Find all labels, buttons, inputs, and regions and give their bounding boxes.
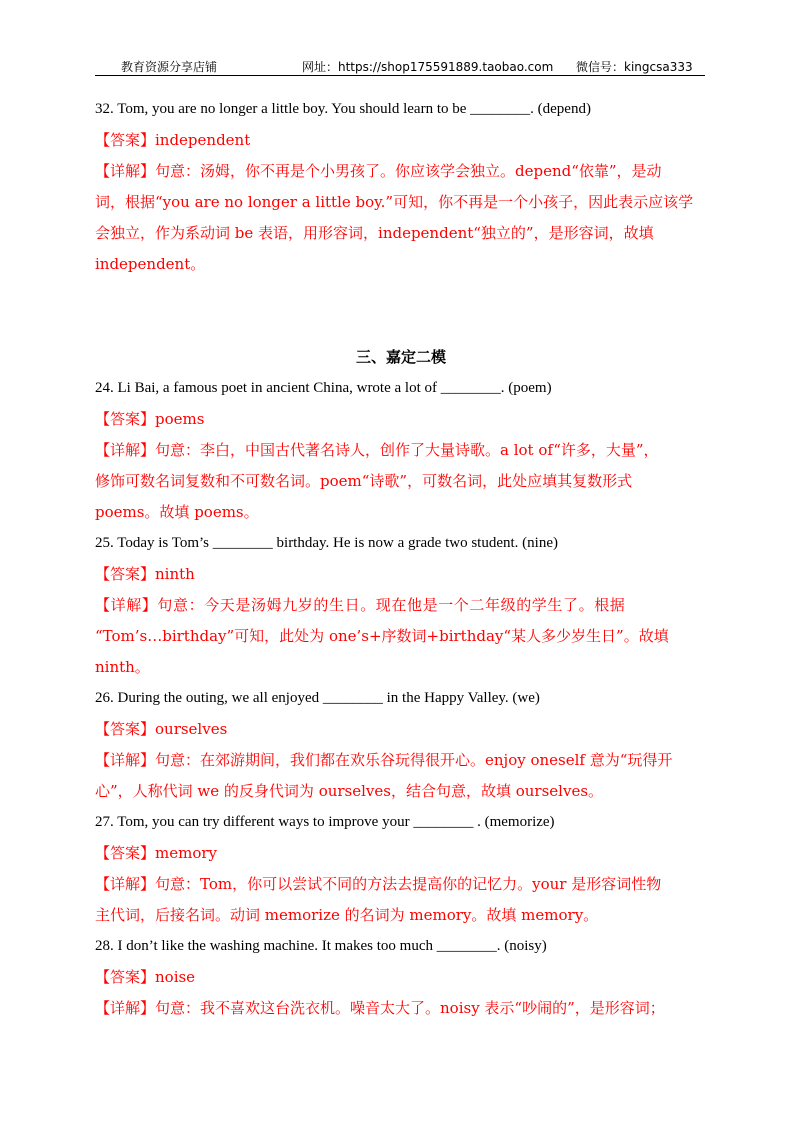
question-block-32 — [95, 94, 707, 280]
detail-line: 词，根据“you are no longer a little boy.”可知，你不再是一个小孩子，因此表示应该学 — [95, 193, 694, 211]
detail-line: “Tom’s…birthday”可知，此处为 one’s+序数词+birthday“某人多少岁生日”。故填 — [95, 627, 669, 645]
header-divider — [95, 75, 705, 76]
detail-line: 会独立，作为系动词 be 表语，用形容词，independent“独立的”，是形容词，故填 — [95, 224, 654, 242]
detail-line: 心”，人称代词 we 的反身代词为 ourselves，结合句意，故填 ourselves。 — [95, 782, 604, 800]
detail-line: independent。 — [95, 255, 206, 273]
question-text: 25. Today is Tom’s ________ birthday. He is now a grade two student. (nine) — [95, 535, 558, 551]
section-title: 三、嘉定二模 — [355, 348, 446, 366]
answer-text: 【答案】ninth — [95, 565, 195, 583]
answer-text: 【答案】independent — [95, 131, 251, 149]
detail-line: 修饰可数名词复数和不可数名词。poem“诗歌”，可数名词，此处应填其复数形式 — [95, 472, 633, 490]
question-block-25 — [95, 528, 707, 683]
shop-name: 教育资源分享店铺 — [121, 60, 218, 74]
detail-line: 【详解】句意：李白，中国古代著名诗人，创作了大量诗歌。a lot of“许多，大量”， — [95, 441, 659, 459]
question-block-27 — [95, 807, 707, 931]
question-text: 27. Tom, you can try different ways to improve your ________ . (memorize) — [95, 814, 555, 830]
detail-line: 主代词，后接名词。动词 memorize 的名词为 memory。故填 memory。 — [95, 906, 599, 924]
question-block-28 — [95, 931, 707, 1024]
question-block-24 — [95, 373, 707, 528]
question-text: 24. Li Bai, a famous poet in ancient China, wrote a lot of ________. (poem) — [95, 380, 552, 396]
detail-line: ninth。 — [95, 658, 150, 676]
shop-url[interactable]: 网址：https://shop175591889.taobao.com — [302, 60, 554, 74]
answer-text: 【答案】ourselves — [95, 720, 228, 738]
detail-line: 【详解】句意：在郊游期间，我们都在欢乐谷玩得很开心。enjoy oneself 意为“玩得开 — [95, 751, 673, 769]
answer-text: 【答案】poems — [95, 410, 205, 428]
detail-line: 【详解】句意：今天是汤姆九岁的生日。现在他是一个二年级的学生了。根据 — [95, 596, 626, 614]
detail-line: poems。故填 poems。 — [95, 503, 259, 521]
question-block-26 — [95, 683, 707, 807]
question-text: 32. Tom, you are no longer a little boy. You should learn to be ________. (depend) — [95, 101, 591, 117]
detail-line: 【详解】句意：我不喜欢这台洗衣机。噪音太大了。noisy 表示“吵闹的”，是形容词； — [95, 999, 665, 1017]
answer-text: 【答案】noise — [95, 968, 196, 986]
question-text: 28. I don’t like the washing machine. It makes too much ________. (noisy) — [95, 938, 547, 954]
detail-line: 【详解】句意：汤姆，你不再是个小男孩了。你应该学会独立。depend“依靠”，是动 — [95, 162, 662, 180]
answer-text: 【答案】memory — [95, 844, 217, 862]
page-header — [95, 56, 705, 76]
wechat-id: 微信号：kingcsa333 — [576, 60, 693, 74]
question-text: 26. During the outing, we all enjoyed ________ in the Happy Valley. (we) — [95, 690, 540, 706]
detail-line: 【详解】句意：Tom，你可以尝试不同的方法去提高你的记忆力。your 是形容词性物 — [95, 875, 662, 893]
document-body — [95, 94, 707, 1024]
